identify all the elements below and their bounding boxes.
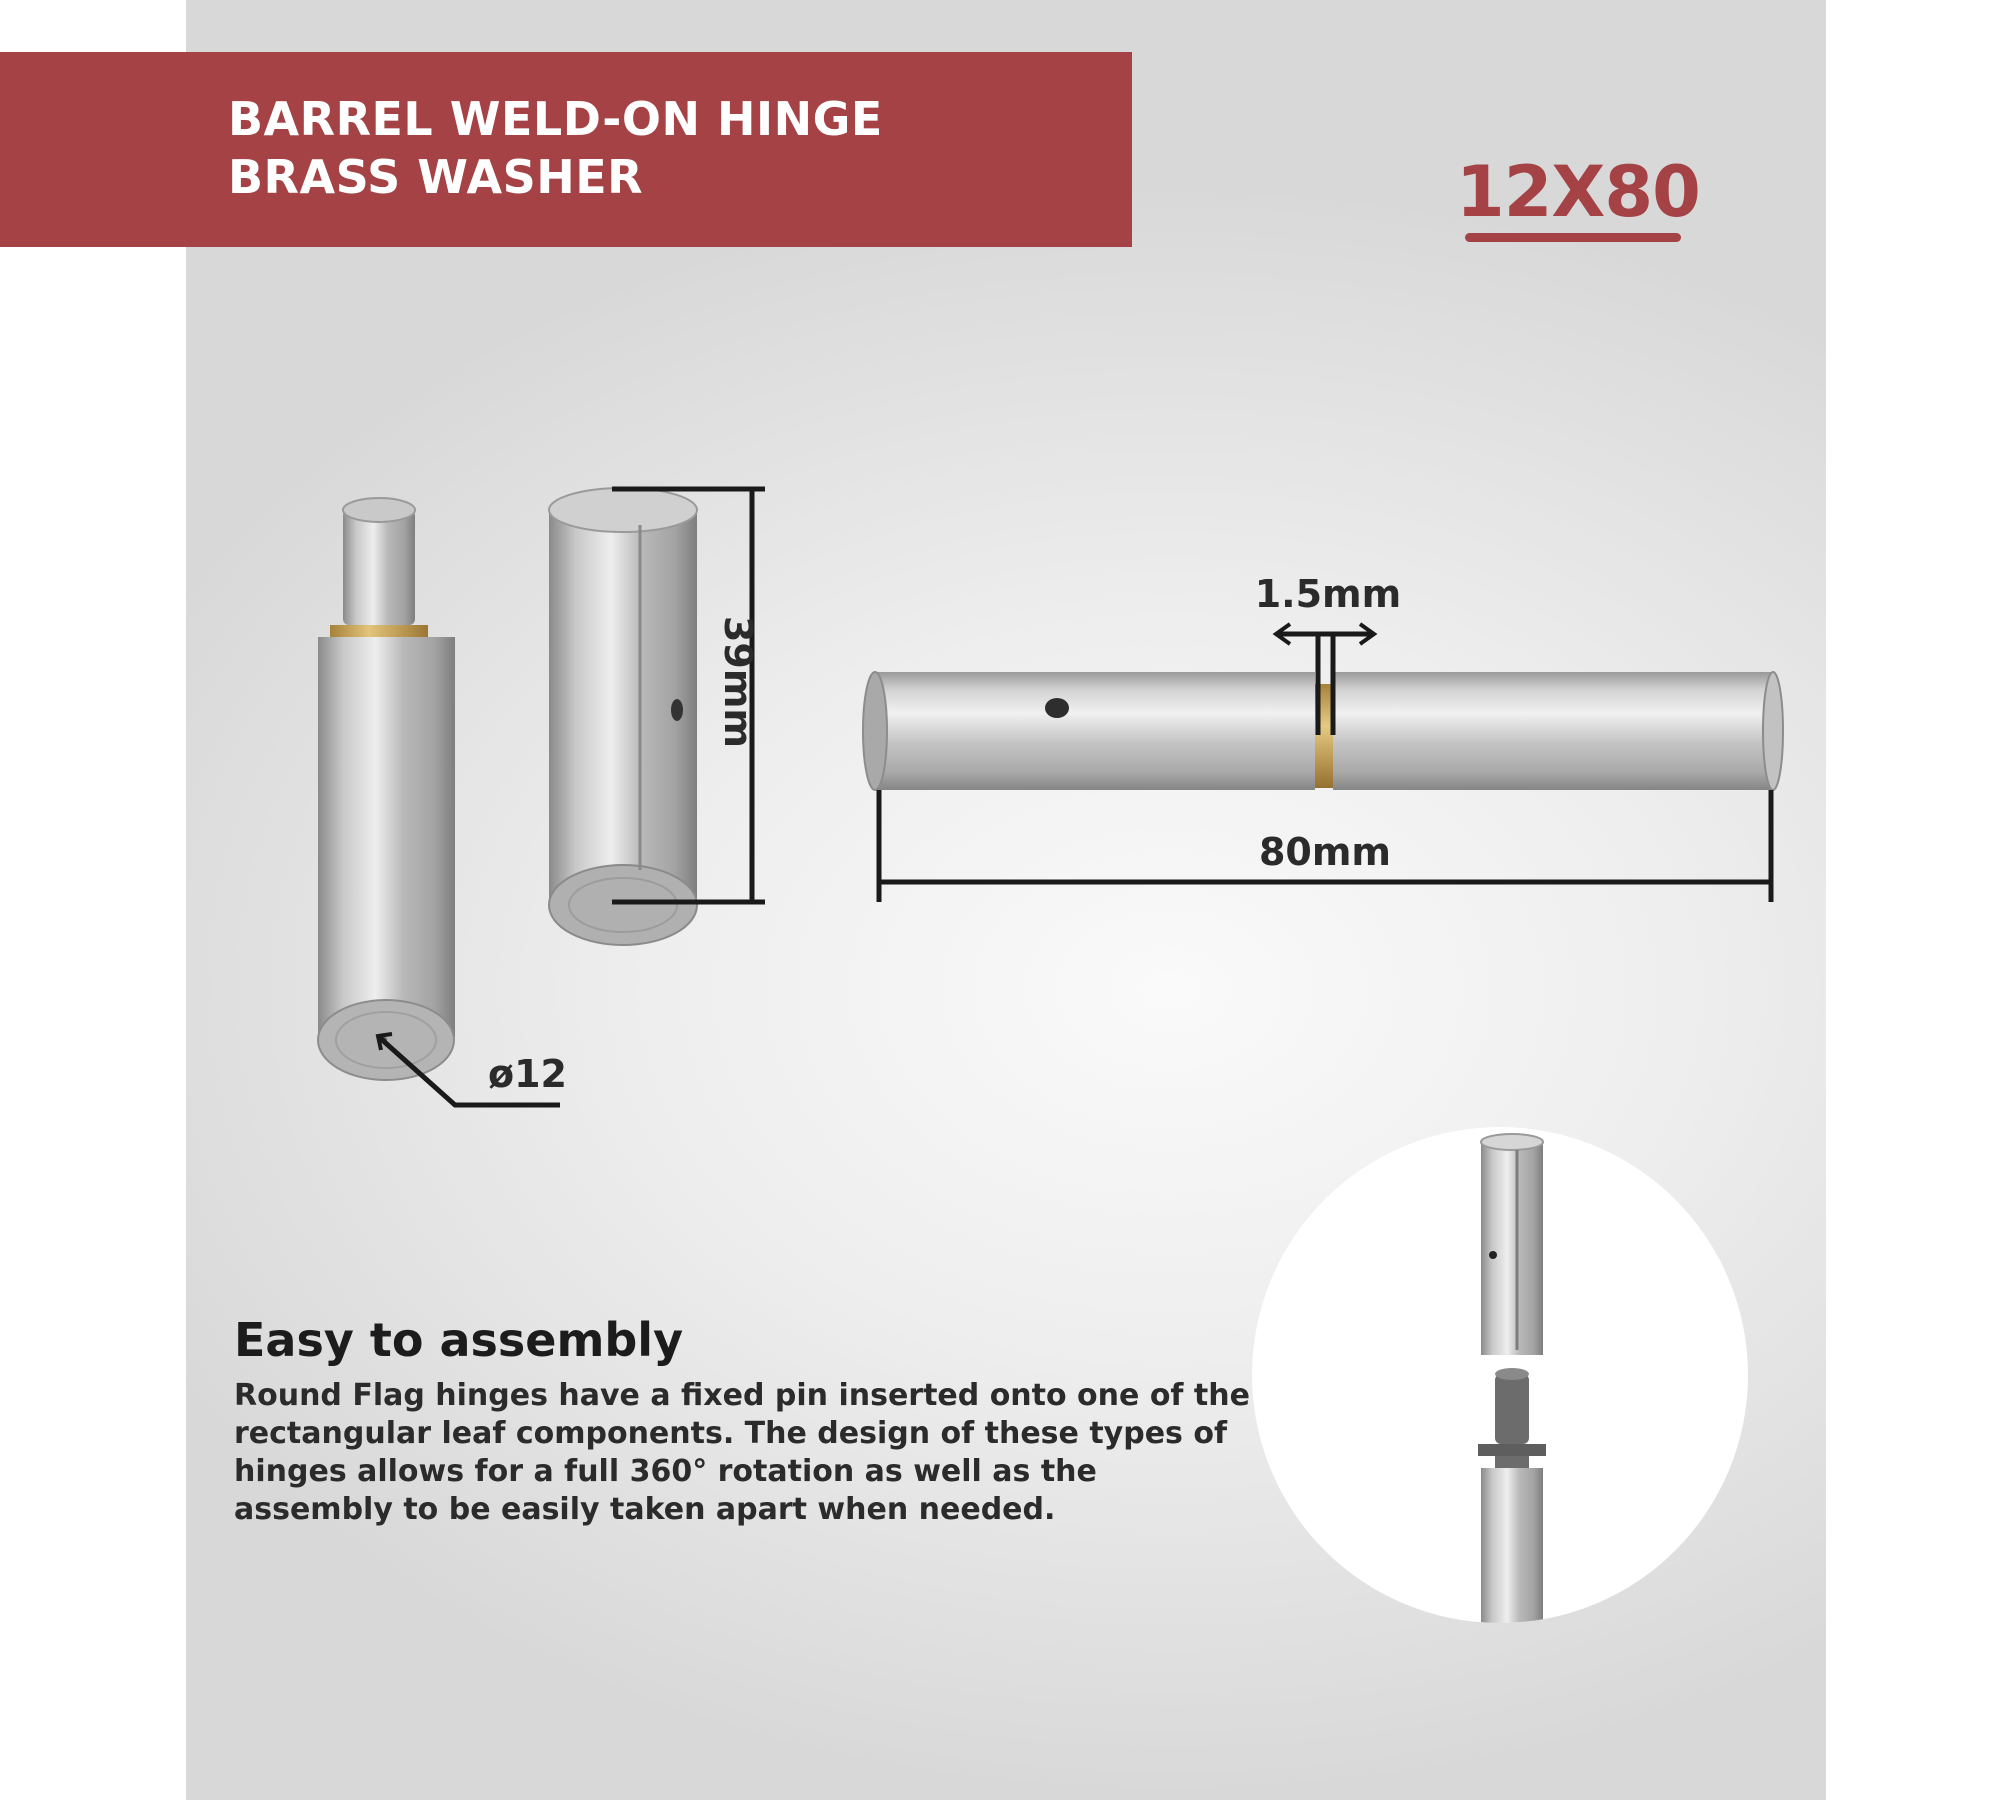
length-dimension-label: 80mm <box>1258 830 1392 874</box>
product-title-line-1: BARREL WELD-ON HINGE <box>228 92 883 146</box>
hinge-pin-part <box>318 498 455 1080</box>
height-dimension-label: 39mm <box>716 615 760 749</box>
size-label: 12X80 <box>1456 151 1700 233</box>
assembly-detail-circle <box>1252 1127 1748 1628</box>
feature-heading: Easy to assembly <box>234 1313 684 1367</box>
assembled-hinge <box>863 672 1783 790</box>
feature-description: Round Flag hinges have a fixed pin inserted onto one of the rectangular leaf components. The design of these types of hinges allows for a full 360° rotation as well as the assembly to be easily taken apart when needed. <box>234 1378 1250 1527</box>
diameter-label: ø12 <box>488 1052 567 1096</box>
product-title-line-2: BRASS WASHER <box>228 150 644 204</box>
gap-dimension-label: 1.5mm <box>1254 572 1402 616</box>
hinge-barrel-part <box>549 488 697 945</box>
